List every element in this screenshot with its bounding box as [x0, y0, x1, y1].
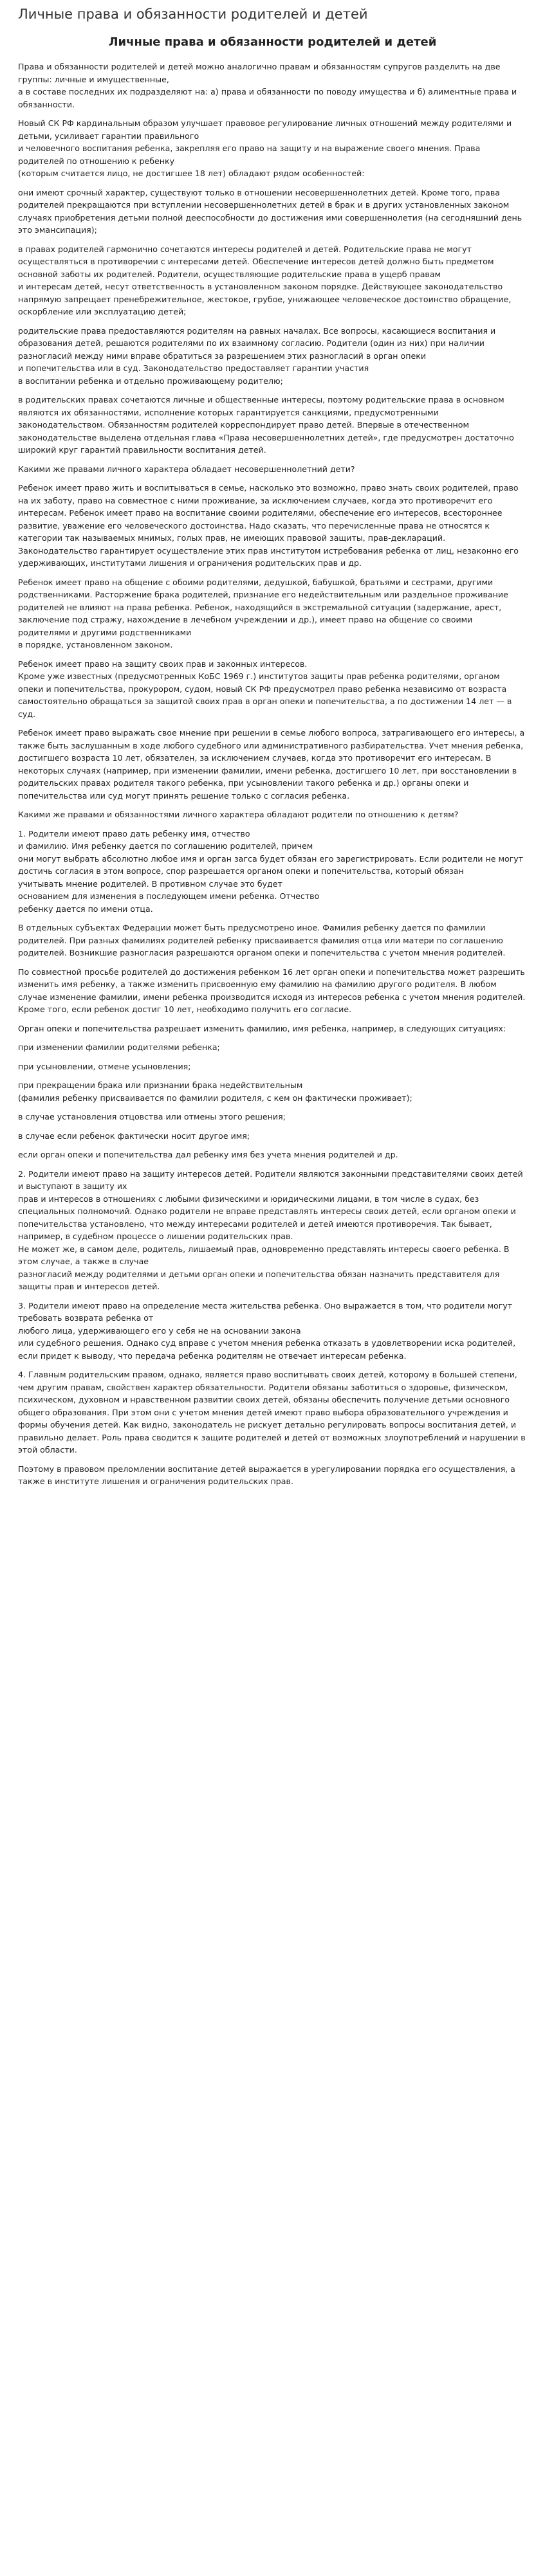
article-paragraph: в родительских правах сочетаются личные и общественные интересы, поэтому родительские права в основном являются их обязанностями, исполнение которых гарантируется санкциями, предусмотренными законодательством. Обязанностям родителей корреспондирует право детей. Впервые в отечественном законодательстве выделена отдельная глава «Права несовершеннолетних детей», где предусмотрен достаточно широкий круг гарантий правильности воспитания детей.: [18, 395, 514, 455]
article-paragraph: 4. Главным родительским правом, однако, является право воспитывать своих детей, которому в большей степени, чем другим правам, свойствен характер обязательности. Родители обязаны заботиться о здоровье, физическом, психическом, духовном и нравственном развитии своих детей, обязаны обеспечить получение детьми основного общего образования. При этом они с учетом мнения детей имеют право выбора образовательного учреждения и формы обучения детей. Как видно, законодатель не рискует детально регулировать вопросы воспитания детей, и правильно делает. Роль права сводится к защите родителей и детей от возможных злоупотреблений и нарушении в этой области.: [18, 1370, 526, 1455]
article-paragraph: в правах родителей гармонично сочетаются интересы родителей и детей. Родительские права не могут осуществляться в противоречии с интересами детей. Обеспечение интересов детей должно быть предметом основной заботы их родителей. Родители, осуществляющие родительские права в ущерб правам и интересам детей, несут ответственность в установленном законом порядке. Действующее законодательство напрямую запрещает пренебрежительное, жестокое, грубое, унижающее человеческое достоинство обращение, оскорбление или эксплуатацию детей;: [18, 244, 512, 316]
article-paragraph: при прекращении брака или признании брака недействительным (фамилия ребенку присваивается по фамилии родителя, с кем он фактически проживает);: [18, 1080, 412, 1103]
article-paragraph: в случае установления отцовства или отмены этого решения;: [18, 1112, 286, 1121]
article-paragraph: Ребенок имеет право жить и воспитываться в семье, насколько это возможно, право знать своих родителей, право на их заботу, право на совместное с ними проживание, за исключением случаев, когда это противоречит его интересам. Ребенок имеет право на воспитание своими родителями, обеспечение его интересов, всестороннее развитие, уважение его человеческого достоинства. Надо сказать, что перечисленные права не относятся к категории так называемых мнимых, голых прав, не имеющих правовой защиты, прав-деклараций. Законодательство гарантирует осуществление этих прав институтом истребования ребенка от лиц, незаконно его удерживающих, институтами лишения и ограничения родительских прав и др.: [18, 483, 519, 568]
article-paragraph: 2. Родители имеют право на защиту интересов детей. Родители являются законными представителями своих детей и выступают в защиту их прав и интересов в отношениях с любыми физическими и юридическими лицами, в том числе в судах, без специальных полномочий. Однако родители не вправе представлять интересы своих детей, если органом опеки и попечительства установлено, что между интересами родителей и детей имеются противоречия. Так бывает, например, в судебном процессе о лишении родительских прав. Не может же, в самом деле, родитель, лишаемый прав, одновременно представлять интересы своего ребенка. В этом случае, а также в случае разногласий между родителями и детьми орган опеки и попечительства обязан назначить представителя для защиты прав и интересов детей.: [18, 1168, 523, 1291]
article-paragraph: 1. Родители имеют право дать ребенку имя, отчество и фамилию. Имя ребенку дается по соглашению родителей, причем они могут выбрать абсолютно любое имя и орган загса будет обязан его зарегистрировать. Если родители не могут достичь согласия в этом вопросе, спор разрешается органом опеки и попечительства, который обязан учитывать мнение родителей. В противном случае это будет основанием для изменения в последующем имени ребенка. Отчество ребенку дается по имени отца.: [18, 828, 524, 914]
article-paragraph: В отдельных субъектах Федерации может быть предусмотрено иное. Фамилия ребенку дается по фамилии родителей. При разных фамилиях родителей ребенку присваивается фамилия отца или матери по соглашению родителей. Возникшие разногласия разрешаются органом опеки и попечительства с учетом мнения родителей.: [18, 923, 506, 957]
article-paragraph: По совместной просьбе родителей до достижения ребенком 16 лет орган опеки и попечительства может разрешить изменить имя ребенку, а также изменить присвоенную ему фамилию на фамилию другого родителя. В любом случае изменение фамилии, имени ребенка производится исходя из интересов ребенка с учетом мнения родителей. Кроме того, если ребенок достиг 10 лет, необходимо получить его согласие.: [18, 966, 526, 1014]
page-title: Личные права и обязанности родителей и детей: [18, 6, 368, 22]
article-body: [18, 60, 527, 1488]
article-paragraph: Ребенок имеет право на защиту своих прав и законных интересов. Кроме уже известных (предусмотренных КоБС 1969 г.) институтов защиты прав ребенка родителями, органом опеки и попечительства, прокурором, судом, новый СК РФ предусмотрел право ребенка независимо от возраста самостоятельно обращаться за защитой своих прав в орган опеки и попечительства, а по достижении 14 лет — в суд.: [18, 658, 512, 719]
article-paragraph: 3. Родители имеют право на определение места жительства ребенка. Оно выражается в том, что родители могут требовать возврата ребенка от любого лица, удерживающего его у себя не на основании закона или судебного решения. Однако суд вправе с учетом мнения ребенка отказать в удовлетворении иска родителей, если придет к выводу, что передача ребенка родителям не отвечает интересам ребенка.: [18, 1300, 516, 1361]
article-paragraph: Ребенок имеет право выражать свое мнение при решении в семье любого вопроса, затрагивающего его интересы, а также быть заслушанным в ходе любого судебного или административного разбирательства. Учет мнения ребенка, достигшего возраста 10 лет, обязателен, за исключением случаев, когда это противоречит его интересам. В некоторых случаях (например, при изменении фамилии, имени ребенка, достигшего 10 лет, при восстановлении в родительских правах родителя такого ребенка, при усыновлении такого ребенка и др.) органы опеки и попечительства или суд могут принять решение только с согласия ребенка.: [18, 728, 525, 801]
article-paragraph: Поэтому в правовом преломлении воспитание детей выражается в урегулировании порядка его осуществления, а также в институте лишения и ограничения родительских прав.: [18, 1464, 515, 1486]
article-paragraph: Какими же правами личного характера обладает несовершеннолетний дети?: [18, 464, 355, 474]
article-paragraph: Орган опеки и попечительства разрешает изменить фамилию, имя ребенка, например, в следующих ситуациях:: [18, 1023, 506, 1033]
article-paragraph: они имеют срочный характер, существуют только в отношении несовершеннолетних детей. Кроме того, права родителей прекращаются при вступлении несовершеннолетних детей в брак и в других установленных законом случаях приобретения детьми полной дееспособности до достижения ими совершеннолетия (на сегодняшний день это эмансипация);: [18, 187, 522, 235]
article-paragraph: в случае если ребенок фактически носит другое имя;: [18, 1130, 250, 1141]
article-paragraph: если орган опеки и попечительства дал ребенку имя без учета мнения родителей и др.: [18, 1150, 398, 1159]
page: [9, 0, 536, 1501]
article-paragraph: при изменении фамилии родителями ребенка;: [18, 1042, 220, 1052]
article-paragraph: родительские права предоставляются родителям на равных началах. Все вопросы, касающиеся воспитания и образования детей, решаются родителями по их взаимному согласию. Родители (один из них) при наличии разногласий между ними вправе обратиться за разрешением этих разногласий в орган опеки и попечительства или в суд. Законодательство предоставляет гарантии участия в воспитании ребенка и отдельно проживающему родителю;: [18, 325, 496, 386]
article-paragraph: Ребенок имеет право на общение с обоими родителями, дедушкой, бабушкой, братьями и сестрами, другими родственниками. Расторжение брака родителей, признание его недействительным или раздельное проживание родителей не влияют на права ребенка. Ребенок, находящийся в экстремальной ситуации (задержание, арест, заключение под стражу, нахождение в лечебном учреждении и др.), имеет право на общение со своими родителями и другими родственниками в порядке, установленном законом.: [18, 577, 508, 649]
article-title: Личные права и обязанности родителей и детей: [108, 35, 437, 49]
article-paragraph: Права и обязанности родителей и детей можно аналогично правам и обязанностям супругов разделить на две группы: личные и имущественные, а в составе последних их подразделяют на: а) права и обязанности по поводу имущества и б) алиментные права и обязанности.: [18, 62, 517, 109]
article-paragraph: при усыновлении, отмене усыновления;: [18, 1061, 191, 1071]
article-paragraph: Какими же правами и обязанностями личного характера обладают родители по отношению к детям?: [18, 810, 459, 819]
article-paragraph: Новый СК РФ кардинальным образом улучшает правовое регулирование личных отношений между родителями и детьми, усиливает гарантии правильного и человечного воспитания ребенка, закрепляя его право на защиту и на выражение своего мнения. Права родителей по отношению к ребенку (которым считается лицо, не достигшее 18 лет) обладают рядом особенностей:: [18, 118, 512, 178]
